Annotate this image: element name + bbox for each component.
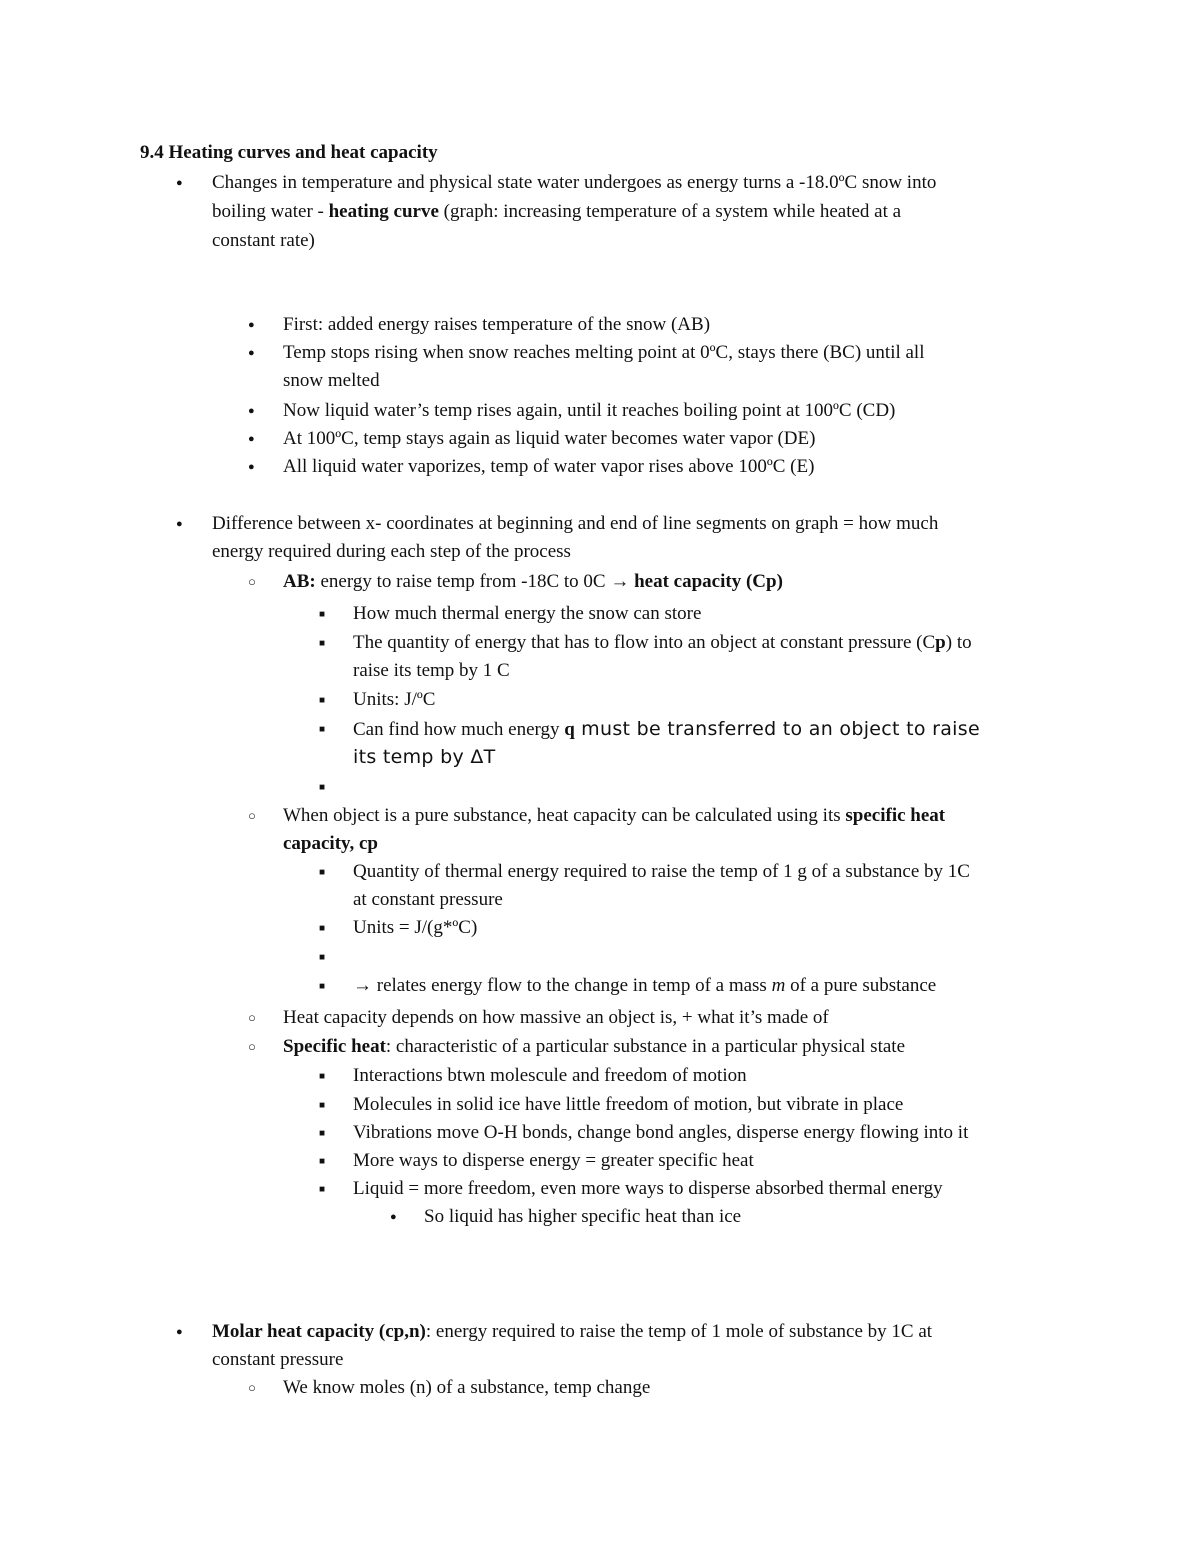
ab-text: energy to raise temp from -18C to 0C →	[315, 571, 635, 592]
bullet-disc	[176, 169, 183, 197]
intro-line-3: constant rate)	[212, 230, 315, 251]
bullet-circle	[248, 1374, 256, 1403]
term-molar-heat-capacity: Molar heat capacity (cp,n)	[212, 1321, 426, 1342]
list-item: Now liquid water’s temp rises again, until it reaches boiling point at 100ºC (CD)	[283, 400, 896, 421]
specific-heat-line	[283, 1033, 905, 1061]
molar-line-2: constant pressure	[212, 1349, 344, 1370]
bullet-square	[319, 858, 325, 887]
item-text: ) to	[945, 632, 972, 653]
term-specific-heat-capacity: capacity, cp	[283, 833, 378, 854]
intro-text: boiling water -	[212, 201, 329, 222]
list-item: Molecules in solid ice have little freedom of motion, but vibrate in place	[353, 1094, 904, 1115]
bullet-circle	[248, 1033, 256, 1062]
bullet-disc	[248, 339, 255, 367]
bullet-square	[319, 1119, 325, 1148]
bullet-disc	[390, 1203, 397, 1231]
item-text: : characteristic of a particular substance in a particular physical state	[385, 1036, 906, 1057]
intro-line-2	[212, 198, 901, 226]
bullet-square	[319, 715, 325, 744]
bullet-disc	[176, 510, 183, 538]
difference-line-2: energy required during each step of the process	[212, 541, 571, 562]
bullet-square	[319, 629, 325, 658]
list-item-continued: snow melted	[283, 370, 380, 391]
bullet-square	[319, 600, 325, 629]
list-item-continued: raise its temp by 1 C	[353, 660, 510, 681]
list-item: Vibrations move O-H bonds, change bond angles, disperse energy flowing into it	[353, 1122, 969, 1143]
bullet-square-empty	[319, 773, 325, 802]
bullet-square	[319, 1062, 325, 1091]
list-item: So liquid has higher specific heat than ice	[424, 1206, 742, 1227]
intro-text: (graph: increasing temperature of a system while heated at a	[438, 201, 902, 222]
list-item: All liquid water vaporizes, temp of water vapor rises above 100ºC (E)	[283, 456, 815, 477]
term-heat-capacity: heat capacity (Cp)	[634, 571, 783, 592]
term-specific-heat: specific heat	[845, 805, 946, 826]
list-item: Heat capacity depends on how massive an object is, + what it’s made of	[283, 1007, 829, 1028]
bullet-disc	[248, 311, 255, 339]
list-item: More ways to disperse energy = greater specific heat	[353, 1150, 754, 1171]
list-item-continued: at constant pressure	[353, 889, 503, 910]
term-specific-heat: Specific heat	[283, 1036, 386, 1057]
bullet-square	[319, 914, 325, 943]
bullet-square-empty	[319, 943, 325, 972]
list-item: Units = J/(g*ºC)	[353, 917, 478, 938]
item-text: → relates energy flow to the change in temp of a mass	[353, 975, 772, 996]
list-item	[353, 629, 972, 657]
list-item: How much thermal energy the snow can store	[353, 603, 702, 624]
ab-label: AB:	[283, 571, 316, 592]
ab-line	[283, 568, 783, 596]
bullet-circle	[248, 568, 256, 597]
item-text: Can find how much energy	[353, 719, 565, 740]
page-title: 9.4 Heating curves and heat capacity	[140, 142, 438, 163]
list-item: Temp stops rising when snow reaches melting point at 0ºC, stays there (BC) until all	[283, 342, 925, 363]
list-item: We know moles (n) of a substance, temp change	[283, 1377, 651, 1398]
bullet-disc	[176, 1318, 183, 1346]
bullet-circle	[248, 1004, 256, 1033]
list-item: Units: J/ºC	[353, 689, 436, 710]
item-text-sans: must be transferred to an object to raise	[574, 718, 980, 740]
pure-line-1	[283, 802, 945, 830]
bullet-square	[319, 1147, 325, 1176]
term-heating-curve: heating curve	[328, 201, 439, 222]
bullet-square	[319, 686, 325, 715]
item-text-bold: q	[564, 719, 575, 740]
bullet-square	[319, 972, 325, 1001]
item-text-italic: m	[771, 975, 786, 996]
item-text-bold: p	[935, 632, 946, 653]
difference-line-1: Difference between x- coordinates at beginning and end of line segments on graph = how much	[212, 513, 939, 534]
bullet-disc	[248, 425, 255, 453]
list-item: Liquid = more freedom, even more ways to disperse absorbed thermal energy	[353, 1178, 943, 1199]
pure-line-2	[283, 830, 378, 858]
bullet-square	[319, 1175, 325, 1204]
list-item: Interactions btwn molescule and freedom of motion	[353, 1065, 747, 1086]
list-item	[353, 972, 936, 1000]
list-item: Quantity of thermal energy required to raise the temp of 1 g of a substance by 1C	[353, 861, 970, 882]
list-item: At 100ºC, temp stays again as liquid water becomes water vapor (DE)	[283, 428, 816, 449]
bullet-circle	[248, 802, 256, 831]
bullet-disc	[248, 453, 255, 481]
bullet-disc	[248, 397, 255, 425]
intro-line-1: Changes in temperature and physical state water undergoes as energy turns a -18.0ºC snow into	[212, 172, 937, 193]
item-text: of a pure substance	[785, 975, 937, 996]
list-item: First: added energy raises temperature of the snow (AB)	[283, 314, 711, 335]
item-text: The quantity of energy that has to flow into an object at constant pressure (C	[353, 632, 936, 653]
bullet-square	[319, 1091, 325, 1120]
item-text: When object is a pure substance, heat capacity can be calculated using its	[283, 805, 846, 826]
list-item-continued: its temp by ΔT	[353, 746, 496, 768]
list-item	[353, 715, 980, 744]
molar-line-1	[212, 1318, 932, 1346]
item-text: : energy required to raise the temp of 1 mole of substance by 1C at	[425, 1321, 933, 1342]
